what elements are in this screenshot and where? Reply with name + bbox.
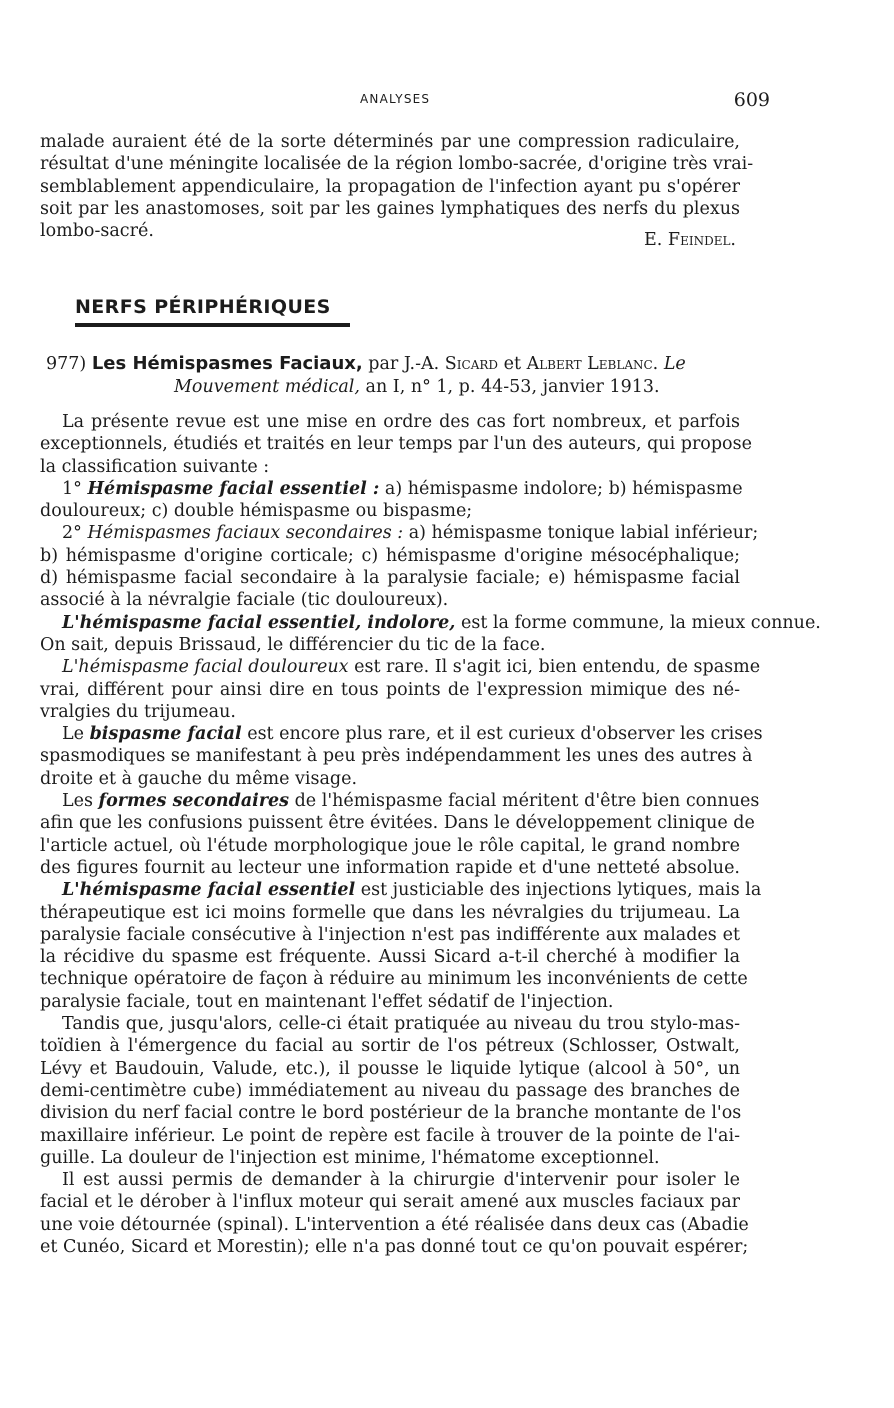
text-line: la classification suivante : <box>40 456 270 477</box>
emphasis: L'hémispasme facial essentiel, indolore, <box>62 612 456 633</box>
reference-and: et <box>503 354 521 374</box>
text-line: lombo-sacré. <box>40 221 154 242</box>
text-line <box>40 656 761 678</box>
reference-journal-a: Le <box>663 354 686 374</box>
emphasis: L'hémispasme facial essentiel <box>62 880 356 901</box>
text-line: facial et le dérober à l'influx moteur qui serait amené aux muscles faciaux par <box>40 1192 740 1213</box>
reference-journal-b: Mouvement médical, <box>174 377 360 397</box>
text-line: malade auraient été de la sorte déterminés par une compression radiculaire, <box>40 132 740 152</box>
text-run: a) hémispasme indolore; b) hémispasme <box>384 478 743 499</box>
reference-details: an I, n° 1, p. 44-53, janvier 1913. <box>365 377 660 397</box>
text-line: l'article actuel, où l'étude morphologique joue le rôle capital, le grand nombre <box>40 835 740 856</box>
text-run: Les <box>62 791 93 812</box>
article-body <box>40 411 821 1258</box>
text-line: vralgies du trijumeau. <box>40 701 236 722</box>
emphasis: formes secondaires <box>98 791 290 812</box>
signature-line <box>40 229 740 251</box>
reference-author-1: J.-A. Sicard <box>403 354 499 374</box>
text-line: toïdien à l'émergence du facial au sortir de l'os pétreux (Schlosser, Ostwalt, <box>40 1036 740 1057</box>
signature: E. Feindel. <box>644 230 736 250</box>
classification-title: Hémispasme facial essentiel : <box>87 478 380 499</box>
classification-2 <box>40 522 759 544</box>
text-run: a) hémispasme tonique labial inférieur; <box>408 523 759 544</box>
text-line <box>40 612 821 634</box>
text-line: thérapeutique est ici moins formelle que dans les névralgies du trijumeau. La <box>40 902 740 923</box>
text-line: d) hémispasme facial secondaire à la paralysie faciale; e) hémispasme facial <box>40 568 740 589</box>
text-line: afin que les confusions puissent être évitées. Dans le développement clinique de <box>40 813 755 834</box>
reference-line-1 <box>46 353 766 375</box>
intro-paragraph <box>40 131 754 242</box>
text-line: spasmodiques se manifestant à peu près indépendamment les unes des autres à <box>40 746 753 767</box>
emphasis: bispasme facial <box>89 724 242 745</box>
page-header <box>40 89 770 116</box>
text-line: une voie détournée (spinal). L'intervention a été réalisée dans deux cas (Abadie <box>40 1214 749 1235</box>
section-title: NERFS PÉRIPHÉRIQUES <box>75 296 331 318</box>
text-run: est la forme commune, la mieux connue. <box>460 612 821 633</box>
reference-title: Les Hémispasmes Faciaux, <box>91 353 363 374</box>
classification-number: 2° <box>62 523 82 544</box>
text-line <box>40 723 763 745</box>
text-run: est justiciable des injections lytiques, mais la <box>360 880 762 901</box>
text-line: paralysie faciale, tout en maintenant l'effet sédatif de l'injection. <box>40 991 614 1012</box>
text-line: soit par les anastomoses, soit par les gaines lymphatiques des nerfs du plexus <box>40 198 740 219</box>
text-line: résultat d'une méningite localisée de la région lombo-sacrée, d'origine très vrai- <box>40 154 754 175</box>
text-line: division du nerf facial contre le bord postérieur de la branche montante de l'os <box>40 1103 742 1124</box>
text-line: la récidive du spasme est fréquente. Aussi Sicard a-t-il cherché à modifier la <box>40 947 740 968</box>
text-line: Il est aussi permis de demander à la chirurgie d'intervenir pour isoler le <box>62 1170 740 1191</box>
classification-number: 1° <box>62 478 82 499</box>
text-line: On sait, depuis Brissaud, le différencier du tic de la face. <box>40 634 546 655</box>
reference-number: 977) <box>46 354 87 374</box>
reference-by: par <box>368 354 399 374</box>
text-line: demi-centimètre cube) immédiatement au niveau du passage des branches de <box>40 1080 740 1101</box>
running-head: ANALYSES <box>360 92 431 106</box>
text-line: droite et à gauche du même visage. <box>40 768 358 789</box>
reference-author-2: Albert Leblanc. <box>526 354 659 374</box>
section-rule <box>75 323 350 327</box>
text-line: des figures fournit au lecteur une information rapide et d'une netteté absolue. <box>40 857 740 878</box>
text-run: est encore plus rare, et il est curieux d'observer les crises <box>247 724 763 745</box>
text-run: est rare. Il s'agit ici, bien entendu, de spasme <box>354 657 761 678</box>
text-line: semblablement appendiculaire, la propagation de l'infection ayant pu s'opérer <box>40 176 740 197</box>
text-line: exceptionnels, étudiés et traités en leur temps par l'un des auteurs, qui propose <box>40 434 752 455</box>
text-line: La présente revue est une mise en ordre des cas fort nombreux, et parfois <box>62 412 740 432</box>
text-line <box>40 879 762 901</box>
text-line: Lévy et Baudouin, Valude, etc.), il pousse le liquide lytique (alcool à 50°, un <box>40 1058 740 1079</box>
page-number: 609 <box>733 89 770 111</box>
text-line <box>40 790 760 812</box>
classification-1 <box>40 478 743 500</box>
text-run: de l'hémispasme facial méritent d'être bien connues <box>294 791 760 812</box>
text-line: guille. La douleur de l'injection est minime, l'hématome exceptionnel. <box>40 1147 660 1168</box>
text-line: maxillaire inférieur. Le point de repère est facile à trouver de la pointe de l'ai- <box>40 1125 740 1146</box>
text-line: vrai, différent pour ainsi dire en tous points de l'expression mimique des né- <box>40 679 740 700</box>
emphasis: L'hémispasme facial douloureux <box>62 657 349 678</box>
text-line: technique opératoire de façon à réduire au minimum les inconvénients de cette <box>40 969 748 990</box>
text-line: associé à la névralgie faciale (tic douloureux). <box>40 590 449 611</box>
text-line: b) hémispasme d'origine corticale; c) hémispasme d'origine mésocéphalique; <box>40 545 740 566</box>
classification-title: Hémispasmes faciaux secondaires : <box>87 523 404 544</box>
text-line: douloureux; c) double hémispasme ou bispasme; <box>40 501 473 522</box>
text-line: paralysie faciale consécutive à l'injection n'est pas indifférente aux malades et <box>40 924 740 945</box>
text-run: Le <box>62 724 84 745</box>
reference-line-2 <box>174 376 894 398</box>
text-line: Tandis que, jusqu'alors, celle-ci était pratiquée au niveau du trou stylo-mas- <box>62 1014 740 1035</box>
text-line: et Cunéo, Sicard et Morestin); elle n'a pas donné tout ce qu'on pouvait espérer; <box>40 1236 749 1257</box>
